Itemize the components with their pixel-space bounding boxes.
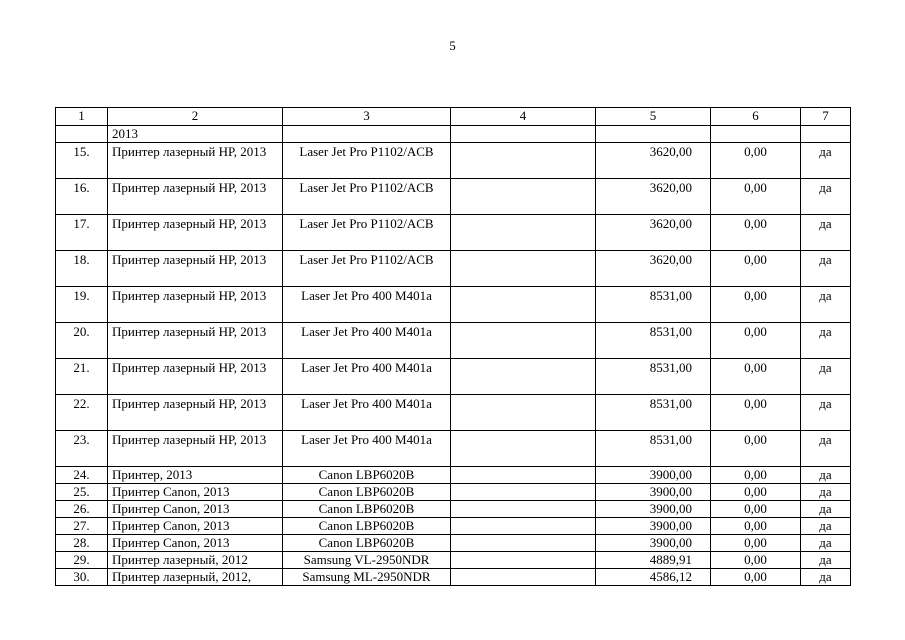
- column-6-cell: 0,00: [711, 484, 801, 501]
- column-4-cell: [451, 287, 596, 323]
- item-name-cell: Принтер лазерный, 2012,: [108, 569, 283, 586]
- model-cell: Laser Jet Pro 400 M401a: [283, 431, 451, 467]
- table-row: [56, 323, 851, 359]
- column-6-cell: [711, 126, 801, 143]
- column-header-3: 3: [283, 108, 451, 126]
- flag-cell: да: [801, 467, 851, 484]
- column-6-cell: 0,00: [711, 287, 801, 323]
- column-4-cell: [451, 552, 596, 569]
- model-cell: Laser Jet Pro P1102/ACB: [283, 215, 451, 251]
- item-name-cell: Принтер Canon, 2013: [108, 518, 283, 535]
- model-cell: Laser Jet Pro P1102/ACB: [283, 251, 451, 287]
- row-number-cell: 20.: [56, 323, 108, 359]
- column-6-cell: 0,00: [711, 467, 801, 484]
- column-4-cell: [451, 395, 596, 431]
- model-cell: Laser Jet Pro 400 M401a: [283, 359, 451, 395]
- item-name-cell: Принтер лазерный, 2012: [108, 552, 283, 569]
- row-number-cell: 27.: [56, 518, 108, 535]
- column-4-cell: [451, 143, 596, 179]
- price-cell: 3900,00: [596, 501, 711, 518]
- model-cell: Laser Jet Pro 400 M401a: [283, 287, 451, 323]
- flag-cell: да: [801, 431, 851, 467]
- table-row: [56, 431, 851, 467]
- column-4-cell: [451, 126, 596, 143]
- row-number-cell: 16.: [56, 179, 108, 215]
- model-cell: Samsung ML-2950NDR: [283, 569, 451, 586]
- row-number-cell: 26.: [56, 501, 108, 518]
- page-number: 5: [449, 38, 456, 53]
- table-row: [56, 535, 851, 552]
- item-name-cell: Принтер лазерный HP, 2013: [108, 287, 283, 323]
- column-4-cell: [451, 431, 596, 467]
- column-6-cell: 0,00: [711, 215, 801, 251]
- model-cell: Canon LBP6020B: [283, 467, 451, 484]
- column-6-cell: 0,00: [711, 535, 801, 552]
- price-cell: 3900,00: [596, 535, 711, 552]
- table-row: [56, 251, 851, 287]
- model-cell: Canon LBP6020B: [283, 535, 451, 552]
- price-cell: 3900,00: [596, 467, 711, 484]
- flag-cell: да: [801, 143, 851, 179]
- inventory-table: [55, 107, 851, 586]
- column-6-cell: 0,00: [711, 323, 801, 359]
- model-cell: Canon LBP6020B: [283, 501, 451, 518]
- model-cell: Laser Jet Pro 400 M401a: [283, 323, 451, 359]
- flag-cell: да: [801, 287, 851, 323]
- model-cell: Canon LBP6020B: [283, 518, 451, 535]
- price-cell: 3620,00: [596, 215, 711, 251]
- item-name-cell: Принтер Canon, 2013: [108, 535, 283, 552]
- row-number-cell: 18.: [56, 251, 108, 287]
- table-header-row: [56, 108, 851, 126]
- item-name-cell: Принтер лазерный HP, 2013: [108, 215, 283, 251]
- column-4-cell: [451, 484, 596, 501]
- row-number-cell: 23.: [56, 431, 108, 467]
- row-number-cell: 21.: [56, 359, 108, 395]
- flag-cell: да: [801, 323, 851, 359]
- flag-cell: да: [801, 395, 851, 431]
- column-4-cell: [451, 501, 596, 518]
- flag-cell: да: [801, 484, 851, 501]
- table-row: [56, 569, 851, 586]
- item-name-cell: Принтер лазерный HP, 2013: [108, 359, 283, 395]
- model-cell: Laser Jet Pro 400 M401a: [283, 395, 451, 431]
- column-6-cell: 0,00: [711, 518, 801, 535]
- column-header-7: 7: [801, 108, 851, 126]
- item-name-cell: Принтер Canon, 2013: [108, 484, 283, 501]
- model-cell: Canon LBP6020B: [283, 484, 451, 501]
- column-6-cell: 0,00: [711, 179, 801, 215]
- column-6-cell: 0,00: [711, 251, 801, 287]
- column-4-cell: [451, 323, 596, 359]
- flag-cell: да: [801, 569, 851, 586]
- row-number-cell: 24.: [56, 467, 108, 484]
- item-name-cell: Принтер лазерный HP, 2013: [108, 431, 283, 467]
- price-cell: 8531,00: [596, 359, 711, 395]
- price-cell: [596, 126, 711, 143]
- price-cell: 8531,00: [596, 431, 711, 467]
- item-name-cell: Принтер Canon, 2013: [108, 501, 283, 518]
- row-number-cell: 30.: [56, 569, 108, 586]
- column-6-cell: 0,00: [711, 569, 801, 586]
- column-6-cell: 0,00: [711, 431, 801, 467]
- column-4-cell: [451, 251, 596, 287]
- price-cell: 3900,00: [596, 518, 711, 535]
- row-number-cell: 29.: [56, 552, 108, 569]
- flag-cell: да: [801, 518, 851, 535]
- price-cell: 3620,00: [596, 143, 711, 179]
- row-number-cell: 28.: [56, 535, 108, 552]
- column-6-cell: 0,00: [711, 395, 801, 431]
- row-number-cell: 19.: [56, 287, 108, 323]
- column-header-6: 6: [711, 108, 801, 126]
- row-number-cell: 17.: [56, 215, 108, 251]
- table-row: [56, 126, 851, 143]
- table-row: [56, 359, 851, 395]
- row-number-cell: 25.: [56, 484, 108, 501]
- item-name-cell: Принтер лазерный HP, 2013: [108, 251, 283, 287]
- price-cell: 4586,12: [596, 569, 711, 586]
- price-cell: 8531,00: [596, 287, 711, 323]
- table-row: [56, 484, 851, 501]
- column-header-4: 4: [451, 108, 596, 126]
- model-cell: Laser Jet Pro P1102/ACB: [283, 143, 451, 179]
- price-cell: 8531,00: [596, 395, 711, 431]
- price-cell: 3620,00: [596, 251, 711, 287]
- table-row: [56, 287, 851, 323]
- column-4-cell: [451, 518, 596, 535]
- column-4-cell: [451, 535, 596, 552]
- table-row: [56, 501, 851, 518]
- column-header-5: 5: [596, 108, 711, 126]
- column-4-cell: [451, 179, 596, 215]
- item-name-cell: Принтер лазерный HP, 2013: [108, 323, 283, 359]
- item-name-cell: 2013: [108, 126, 283, 143]
- flag-cell: да: [801, 251, 851, 287]
- flag-cell: да: [801, 215, 851, 251]
- item-name-cell: Принтер лазерный HP, 2013: [108, 395, 283, 431]
- model-cell: Laser Jet Pro P1102/ACB: [283, 179, 451, 215]
- column-4-cell: [451, 215, 596, 251]
- price-cell: 4889,91: [596, 552, 711, 569]
- table-row: [56, 395, 851, 431]
- flag-cell: да: [801, 179, 851, 215]
- flag-cell: да: [801, 359, 851, 395]
- column-4-cell: [451, 467, 596, 484]
- row-number-cell: [56, 126, 108, 143]
- table-row: [56, 467, 851, 484]
- column-4-cell: [451, 359, 596, 395]
- price-cell: 8531,00: [596, 323, 711, 359]
- flag-cell: да: [801, 552, 851, 569]
- model-cell: Samsung VL-2950NDR: [283, 552, 451, 569]
- table-row: [56, 518, 851, 535]
- flag-cell: да: [801, 501, 851, 518]
- row-number-cell: 22.: [56, 395, 108, 431]
- column-6-cell: 0,00: [711, 143, 801, 179]
- price-cell: 3900,00: [596, 484, 711, 501]
- item-name-cell: Принтер, 2013: [108, 467, 283, 484]
- flag-cell: да: [801, 535, 851, 552]
- item-name-cell: Принтер лазерный HP, 2013: [108, 179, 283, 215]
- price-cell: 3620,00: [596, 179, 711, 215]
- column-header-2: 2: [108, 108, 283, 126]
- table-row: [56, 552, 851, 569]
- column-6-cell: 0,00: [711, 552, 801, 569]
- column-4-cell: [451, 569, 596, 586]
- table-row: [56, 215, 851, 251]
- table-row: [56, 143, 851, 179]
- flag-cell: [801, 126, 851, 143]
- row-number-cell: 15.: [56, 143, 108, 179]
- item-name-cell: Принтер лазерный HP, 2013: [108, 143, 283, 179]
- column-6-cell: 0,00: [711, 501, 801, 518]
- column-header-1: 1: [56, 108, 108, 126]
- model-cell: [283, 126, 451, 143]
- table-row: [56, 179, 851, 215]
- column-6-cell: 0,00: [711, 359, 801, 395]
